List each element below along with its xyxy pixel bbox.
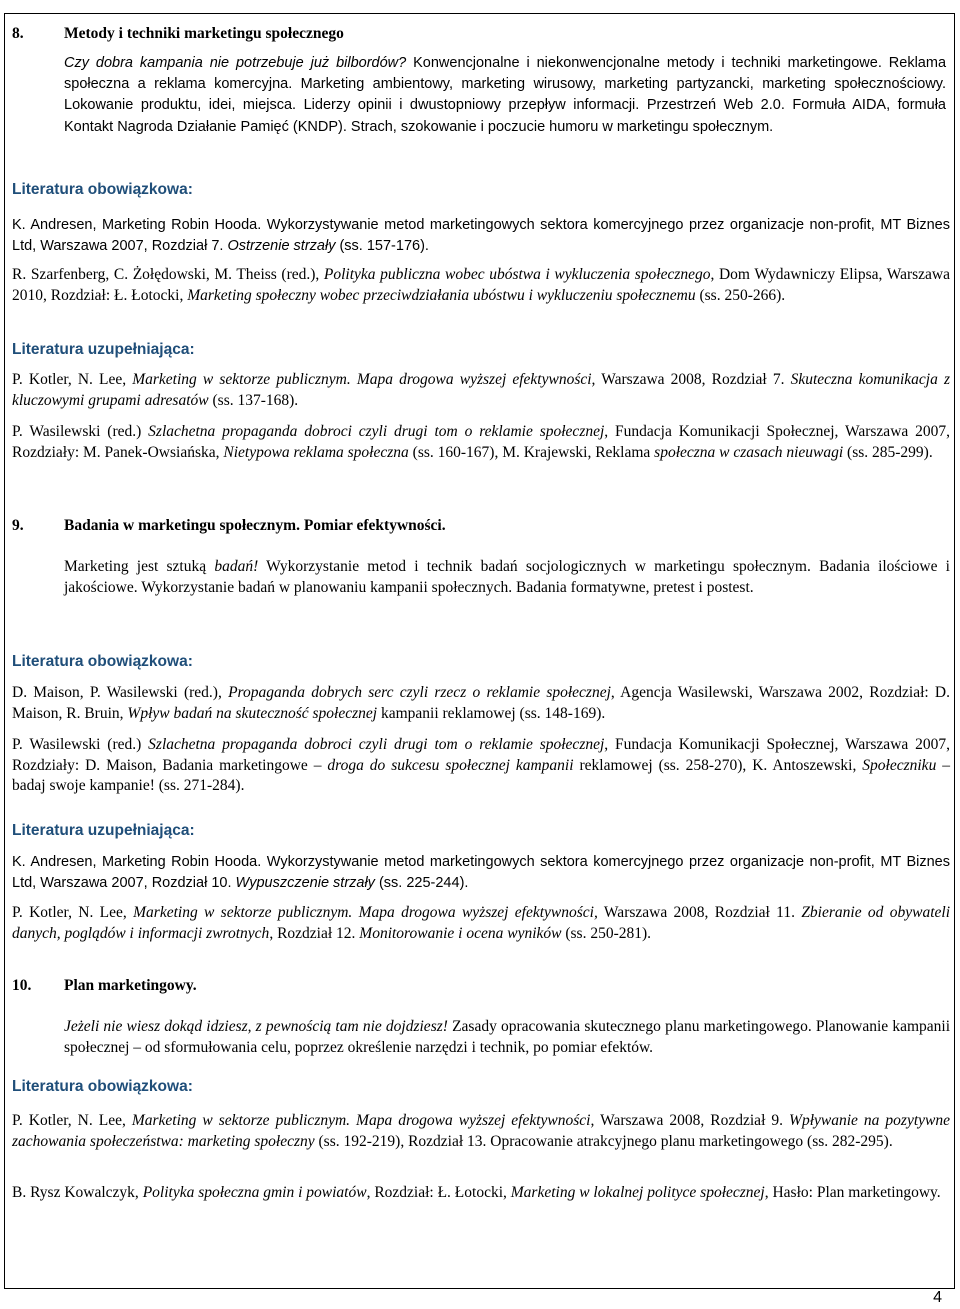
page-number: 4 bbox=[933, 1289, 942, 1306]
literature-supplementary-label: Literatura uzupełniająca: bbox=[12, 822, 195, 839]
reference: P. Kotler, N. Lee, Marketing w sektorze publicznym. Mapa drogowa wyższej efektywności, Warszawa 2008, Rozdział 7. Skuteczna komunikacja z kluczowymi grupami adresatów (ss. 137-168). bbox=[12, 371, 950, 409]
literature-supplementary-label: Literatura uzupełniająca: bbox=[12, 341, 195, 358]
reference: B. Rysz Kowalczyk, Polityka społeczna gmin i powiatów, Rozdział: Ł. Łotocki, Marketing w lokalnej polityce społecznej, Hasło: Plan marketingowy. bbox=[12, 1184, 941, 1201]
section-title: Metody i techniki marketingu społecznego bbox=[64, 25, 344, 42]
section-title: Plan marketingowy. bbox=[64, 977, 197, 994]
reference: K. Andresen, Marketing Robin Hooda. Wykorzystywanie metod marketingowych sektora komercyjnego przez organizacje non-profit, MT Biznes Ltd, Warszawa 2007, Rozdział 7. Ostrzenie strzały (ss. 157-176). bbox=[12, 217, 950, 254]
reference: P. Wasilewski (red.) Szlachetna propaganda dobroci czyli drugi tom o reklamie społecznej, Fundacja Komunikacji Społecznej, Warszawa 2007, Rozdziały: M. Panek-Owsiańska, Nietypowa reklama społeczna (ss. 160-167), M. Krajewski, Reklama społeczna w czasach nieuwagi (ss. 285-299). bbox=[12, 423, 951, 461]
reference: P. Wasilewski (red.) Szlachetna propaganda dobroci czyli drugi tom o reklamie społecznej, Fundacja Komunikacji Społecznej, Warszawa 2007, Rozdziały: D. Maison, Badania marketingowe – droga do sukcesu społecznej kampanii reklamowej (ss. 258-270), K. Antoszewski, Społeczniku – badaj swoje kampanie! (ss. 271-284). bbox=[12, 736, 951, 794]
section-9-description: Marketing jest sztuką badań! Wykorzystanie metod i technik badań socjologicznych w marketingu społecznym. Badania ilościowe i jakościowe. Wykorzystanie badań w planowaniu kampanii społecznych. Badania formatywne, pretest i postest. bbox=[64, 558, 950, 596]
reference: D. Maison, P. Wasilewski (red.), Propaganda dobrych serc czyli rzecz o reklamie społecznej, Agencja Wasilewski, Warszawa 2002, Rozdział: D. Maison, R. Bruin, Wpływ badań na skuteczność społecznej kampanii reklamowej (ss. 148-169). bbox=[12, 684, 950, 722]
literature-required-label: Literatura obowiązkowa: bbox=[12, 653, 193, 670]
reference: P. Kotler, N. Lee, Marketing w sektorze publicznym. Mapa drogowa wyższej efektywności, Warszawa 2008, Rozdział 11. Zbieranie od obywateli danych, poglądów i informacji zwrotnych, Rozdział 12. Monitorowanie i ocena wyników (ss. 250-281). bbox=[12, 904, 951, 942]
section-number: 10. bbox=[12, 977, 32, 994]
section-10-description: Jeżeli nie wiesz dokąd idziesz, z pewnością tam nie dojdziesz! Zasady opracowania skutecznego planu marketingowego. Planowanie kampanii społecznej – od sformułowania celu, poprzez określenie narzędzi i technik, po pomiar efektów. bbox=[64, 1018, 950, 1056]
literature-required-label: Literatura obowiązkowa: bbox=[12, 1078, 193, 1095]
page-border bbox=[4, 13, 955, 1289]
section-number: 9. bbox=[12, 517, 24, 534]
section-8-description: Czy dobra kampania nie potrzebuje już bilbordów? Konwencjonalne i niekonwencjonalne metody i techniki marketingowe. Reklama społeczna a reklama komercyjna. Marketing ambientowy, marketing wirusowy, marketing partyzancki, marketing społecznościowy. Lokowanie produktu, idei, miejsca. Liderzy opinii i dwustopniowy przepływ informacji. Przestrzeń Web 2.0. Formuła AIDA, formuła Kontakt Nagroda Działanie Pamięć (KNDP). Strach, szokowanie i poczucie humoru w marketingu społecznym. bbox=[64, 55, 947, 135]
section-title: Badania w marketingu społecznym. Pomiar efektywności. bbox=[64, 517, 446, 534]
reference: P. Kotler, N. Lee, Marketing w sektorze publicznym. Mapa drogowa wyższej efektywności, Warszawa 2008, Rozdział 9. Wpływanie na pozytywne zachowania społeczeństwa: marketing społeczny (ss. 192-219), Rozdział 13. Opracowanie atrakcyjnego planu marketingowego (ss. 282-295). bbox=[12, 1112, 950, 1150]
section-number: 8. bbox=[12, 25, 24, 42]
reference: K. Andresen, Marketing Robin Hooda. Wykorzystywanie metod marketingowych sektora komercyjnego przez organizacje non-profit, MT Biznes Ltd, Warszawa 2007, Rozdział 10. Wypuszczenie strzały (ss. 225-244). bbox=[12, 854, 950, 891]
reference: R. Szarfenberg, C. Żołędowski, M. Theiss (red.), Polityka publiczna wobec ubóstwa i wykluczenia społecznego, Dom Wydawniczy Elipsa, Warszawa 2010, Rozdział: Ł. Łotocki, Marketing społeczny wobec przeciwdziałania ubóstwu i wykluczeniu społecznemu (ss. 250-266). bbox=[12, 266, 950, 304]
literature-required-label: Literatura obowiązkowa: bbox=[12, 181, 193, 198]
